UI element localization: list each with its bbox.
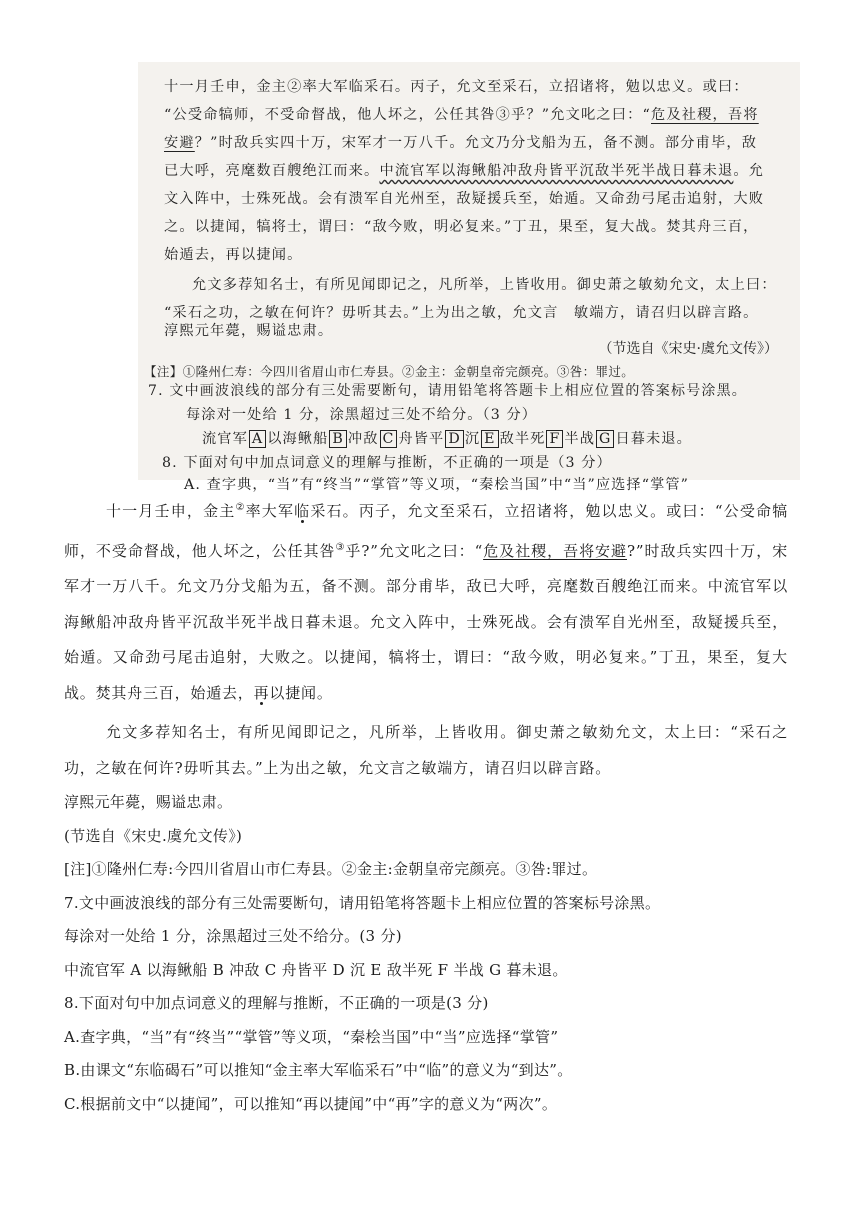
emphasis-dot-word: 临	[294, 502, 311, 520]
footnote-marker: ②	[235, 502, 246, 513]
scan-text: 流官军	[202, 431, 248, 447]
footnote-marker: ③	[335, 541, 346, 553]
text: 十一月壬申，金主	[106, 502, 236, 520]
scan-text: 以海鳅船	[267, 431, 329, 447]
underlined-sentence: 危及社稷，吾将安避	[483, 541, 627, 560]
scan-line: 淳熙元年薨，赐谥忠肃。	[164, 323, 334, 339]
text: ?”时敌兵实四十万，宋军才一万八千。允文乃分戈船为五，备不测。部分甫毕，敌已大呼，亮麾数百艘绝江而来。中流官军以海鳅船冲敌舟皆平沉敌半死半战日暮未退。允文入阵中，士殊死战。会有溃军自光州至，敌疑援兵至，始遁。又命劲弓尾击追射，大败之。以捷闻，犒将士，谓曰：“敌今败，明必复来。”丁丑，果至，复大战。焚其舟三百，始遁去，	[64, 541, 788, 702]
question-7: 7.文中画波浪线的部分有三处需要断句，请用铅笔将答题卡上相应位置的答案标号涂黑。	[64, 893, 661, 912]
scan-line: “采石之功，之敏在何许？毋听其去。”上为出之敏，允文言 敏端方，请召归以辟言路。	[164, 305, 759, 321]
scan-citation: （节选自《宋史·虞允文传》）	[598, 341, 778, 357]
scan-text: “公受命犒师，不受命督战，他人坏之，公任其咎③乎？”允文叱之曰：“	[164, 107, 651, 123]
text: 以捷闻。	[269, 683, 333, 702]
scan-q8-line	[162, 452, 612, 472]
scan-text: ？”时敌兵实四十万，宋军才一万八千。允文乃分戈船为五，备不测。部分甫毕，敌	[194, 135, 758, 151]
scan-q7-scoring-line	[186, 404, 537, 424]
scan-text: 沉	[464, 431, 481, 447]
scan-line: 十一月壬申，金主②率大军临采石。丙子，允文至采石，立招诸将，勉以忠义。或曰：	[164, 79, 749, 95]
answer-box-label: G	[596, 430, 614, 448]
footnote: [注]①隆州仁寿:今四川省眉山市仁寿县。②金主:金朝皇帝完颜亮。③咎:罪过。	[64, 860, 598, 878]
scan-text: 半战	[564, 431, 595, 447]
scan-line: 允文多荐知名士，有所见闻即记之，凡所举，上皆收用。御史萧之敏劾允文，太上曰：	[192, 277, 777, 293]
question-7-scoring: 每涂对一处给 1 分，涂黑超过三处不给分。(3 分)	[64, 927, 402, 945]
answer-box-label: E	[481, 430, 498, 448]
answer-box-label: B	[329, 430, 347, 448]
paragraph-1	[64, 490, 788, 711]
scan-q7-scoring: 每涂对一处给 1 分，涂黑超过三处不给分。（3 分）	[186, 407, 538, 423]
scan-underlined-text: 危及社稷，吾将	[651, 107, 759, 123]
text: 乎?”允文叱之曰：“	[345, 541, 484, 560]
scan-text: 日暮未退。	[615, 431, 692, 447]
answer-box-label: F	[546, 430, 563, 448]
text: 率大军	[245, 502, 295, 520]
death-line: 淳熙元年薨，赐谥忠肃。	[64, 793, 233, 811]
scan-note: 【注】①隆州仁寿：今四川省眉山市仁寿县。②金主：金朝皇帝完颜亮。③咎：罪过。	[144, 364, 635, 379]
paragraph-2: 允文多荐知名士，有所见闻即记之，凡所举，上皆收用。御史萧之敏劾允文，太上曰：“采石之功，之敏在何许?毋听其去。”上为出之敏，允文言之敏端方，请召归以辟言路。	[64, 723, 788, 777]
scan-line: 始遁去，再以捷闻。	[164, 247, 303, 263]
citation: (节选自《宋史.虞允文传》)	[64, 826, 243, 845]
scan-q8: 8. 下面对句中加点词意义的理解与推断，不正确的一项是（3 分）	[162, 455, 612, 471]
answer-box-label: C	[380, 430, 398, 448]
scan-wavy-text: 中流官军以海鳅船冲敌舟皆平沉敌半死半战日暮未退	[379, 163, 734, 179]
scan-answer-layer	[138, 62, 800, 493]
question-7-sentence: 中流官军 A 以海鳅船 B 冲敌 C 舟皆平 D 沉 E 敌半死 F 半战 G 暮未退。	[64, 960, 568, 979]
answer-box-label: A	[249, 430, 266, 448]
option-b: B.由课文“东临碣石”可以推知“金主率大军临采石”中“临”的意义为“到达”。	[64, 1061, 573, 1079]
question-8: 8.下面对句中加点词意义的理解与推断，不正确的一项是(3 分)	[64, 994, 489, 1012]
scan-underlined-text: 安避	[164, 135, 195, 151]
scan-line: 之。以捷闻，犒将士，谓曰：“敌今败，明必复来。”丁丑，果至，复大战。焚其舟三百，	[164, 219, 759, 235]
scan-text: 。允	[733, 163, 765, 179]
option-c: C.根据前文中“以捷闻”，可以推知“再以捷闻”中“再”字的意义为“两次”。	[64, 1094, 558, 1113]
answer-box-label: D	[445, 430, 463, 448]
text: 采石。丙子，允文至采石，立招诸将，勉以忠义。或曰：“公受命犒师，不受命督战，他人坏之，公任其咎	[64, 502, 789, 560]
scan-text: 已大呼，亮麾数百艘绝江而来。	[164, 163, 380, 179]
scan-clipped-line	[184, 474, 689, 494]
scan-text: 敌半死	[499, 431, 546, 447]
emphasis-dot-word: 再	[253, 683, 270, 702]
option-a: A.查字典，“当”有“终当”“掌管”等义项，“秦桧当国”中“当”应选择“掌管”	[64, 1027, 559, 1046]
scan-line: 文入阵中，士殊死战。会有溃军自光州至，敌疑援兵至，始遁。又命劲弓尾击追射，大败	[164, 191, 765, 207]
document-body	[64, 490, 788, 1121]
scan-text: 舟皆平	[398, 431, 445, 447]
scan-clipped-option: A. 查字典，“当”有“终当”“掌管”等义项，“秦桧当国”中“当”应选择“掌管”	[184, 477, 689, 493]
scan-text: 冲敌	[347, 431, 379, 447]
scan-q7: 7. 文中画波浪线的部分有三处需要断句，请用铅笔将答题卡上相应位置的答案标号涂黑。	[148, 383, 748, 399]
scan-answer-boxes-line	[202, 428, 692, 448]
